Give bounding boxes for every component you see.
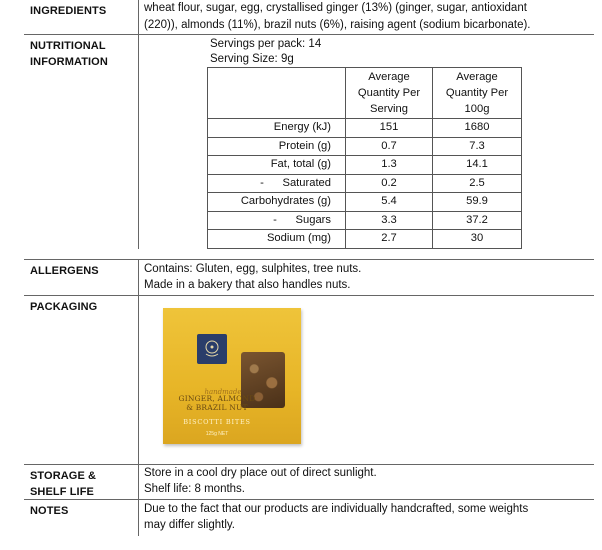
ingredients-line: wheat flour, sugar, egg, crystallised ginger (13%) (ginger, sugar, antioxidant xyxy=(144,2,527,14)
notes-row xyxy=(24,500,594,536)
per-100g-value: 14.1 xyxy=(433,156,522,175)
packaging-label: PACKAGING xyxy=(30,300,98,313)
header-text: Average xyxy=(456,71,498,83)
allergens-line: Contains: Gluten, egg, sulphites, tree nuts. xyxy=(144,262,362,275)
nutrition-row xyxy=(24,35,594,260)
per-100g-value: 37.2 xyxy=(433,211,522,230)
ingredients-line: (220)), almonds (11%), brazil nuts (6%), raising agent (sodium bicarbonate). xyxy=(144,18,531,31)
storage-line: Store in a cool dry place out of direct sunlight. xyxy=(144,466,377,479)
nutrient-name: - Saturated xyxy=(208,174,346,193)
notes-line: Due to the fact that our products are individually handcrafted, some weights xyxy=(144,502,529,515)
box-title xyxy=(177,394,257,412)
per-100g-value: 2.5 xyxy=(433,174,522,193)
serving-size: Serving Size: 9g xyxy=(210,53,294,65)
box-title-line: & BRAZIL NUT xyxy=(186,402,248,412)
nutrition-label-line: NUTRITIONAL xyxy=(30,40,106,52)
per-100g-value: 59.9 xyxy=(433,193,522,212)
header-per-serving xyxy=(346,68,433,119)
header-text: Serving xyxy=(370,103,408,115)
allergens-line: Made in a bakery that also handles nuts. xyxy=(144,279,351,291)
nutrition-label xyxy=(30,38,135,70)
table-row xyxy=(208,137,522,156)
nutrient-name: Sodium (mg) xyxy=(208,230,346,249)
per-serving-value: 2.7 xyxy=(346,230,433,249)
table-row xyxy=(208,174,522,193)
header-text: 100g xyxy=(464,103,490,115)
serving-info xyxy=(139,35,594,67)
storage-label xyxy=(30,468,135,500)
box-title-line: GINGER, ALMOND xyxy=(178,393,256,403)
storage-row xyxy=(24,465,594,500)
ingredients-label: INGREDIENTS xyxy=(30,5,107,17)
brand-logo-icon xyxy=(197,334,227,364)
header-per-100g xyxy=(433,68,522,119)
notes-label: NOTES xyxy=(30,504,69,517)
nutrition-content xyxy=(138,35,594,249)
table-row xyxy=(208,119,522,138)
nutrition-label-line: INFORMATION xyxy=(30,56,108,68)
nutrient-name: - Sugars xyxy=(208,211,346,230)
per-serving-value: 0.2 xyxy=(346,174,433,193)
storage-text xyxy=(138,465,594,499)
header-text: Quantity Per xyxy=(357,87,421,99)
product-box-image xyxy=(163,308,301,444)
nutrient-name: Energy (kJ) xyxy=(208,119,346,138)
ingredients-row xyxy=(24,0,594,35)
per-100g-value: 1680 xyxy=(433,119,522,138)
per-serving-value: 0.7 xyxy=(346,137,433,156)
per-serving-value: 1.3 xyxy=(346,156,433,175)
notes-text xyxy=(138,500,594,536)
box-subtitle: BISCOTTI BITES xyxy=(183,417,251,426)
packaging-content xyxy=(138,296,594,464)
per-serving-value: 151 xyxy=(346,119,433,138)
header-text: Average xyxy=(368,71,410,83)
allergens-text xyxy=(138,260,594,295)
allergens-label: ALLERGENS xyxy=(30,264,99,277)
nutrition-table-header xyxy=(208,68,522,119)
storage-label-line: SHELF LIFE xyxy=(30,485,94,498)
table-row xyxy=(208,156,522,175)
table-row xyxy=(208,211,522,230)
per-100g-value: 30 xyxy=(433,230,522,249)
nutrient-name: Fat, total (g) xyxy=(208,156,346,175)
header-blank-cell xyxy=(208,68,346,119)
nutrient-name: Carbohydrates (g) xyxy=(208,193,346,212)
box-script-text: handmade xyxy=(204,387,242,396)
table-row xyxy=(208,193,522,212)
storage-line: Shelf life: 8 months. xyxy=(144,483,245,495)
per-serving-value: 5.4 xyxy=(346,193,433,212)
ingredients-text xyxy=(138,0,594,34)
allergens-row xyxy=(24,260,594,296)
header-text: Quantity Per xyxy=(445,87,509,99)
servings-per-pack: Servings per pack: 14 xyxy=(210,38,322,50)
packaging-row xyxy=(24,296,594,465)
storage-label-line: STORAGE & xyxy=(30,469,97,482)
notes-line: may differ slightly. xyxy=(144,519,235,531)
per-100g-value: 7.3 xyxy=(433,137,522,156)
nutrition-table xyxy=(207,67,522,249)
product-spec-sheet xyxy=(24,0,594,536)
nutrient-name: Protein (g) xyxy=(208,137,346,156)
box-weight: 125g NET xyxy=(205,430,229,437)
table-row xyxy=(208,230,522,249)
per-serving-value: 3.3 xyxy=(346,211,433,230)
